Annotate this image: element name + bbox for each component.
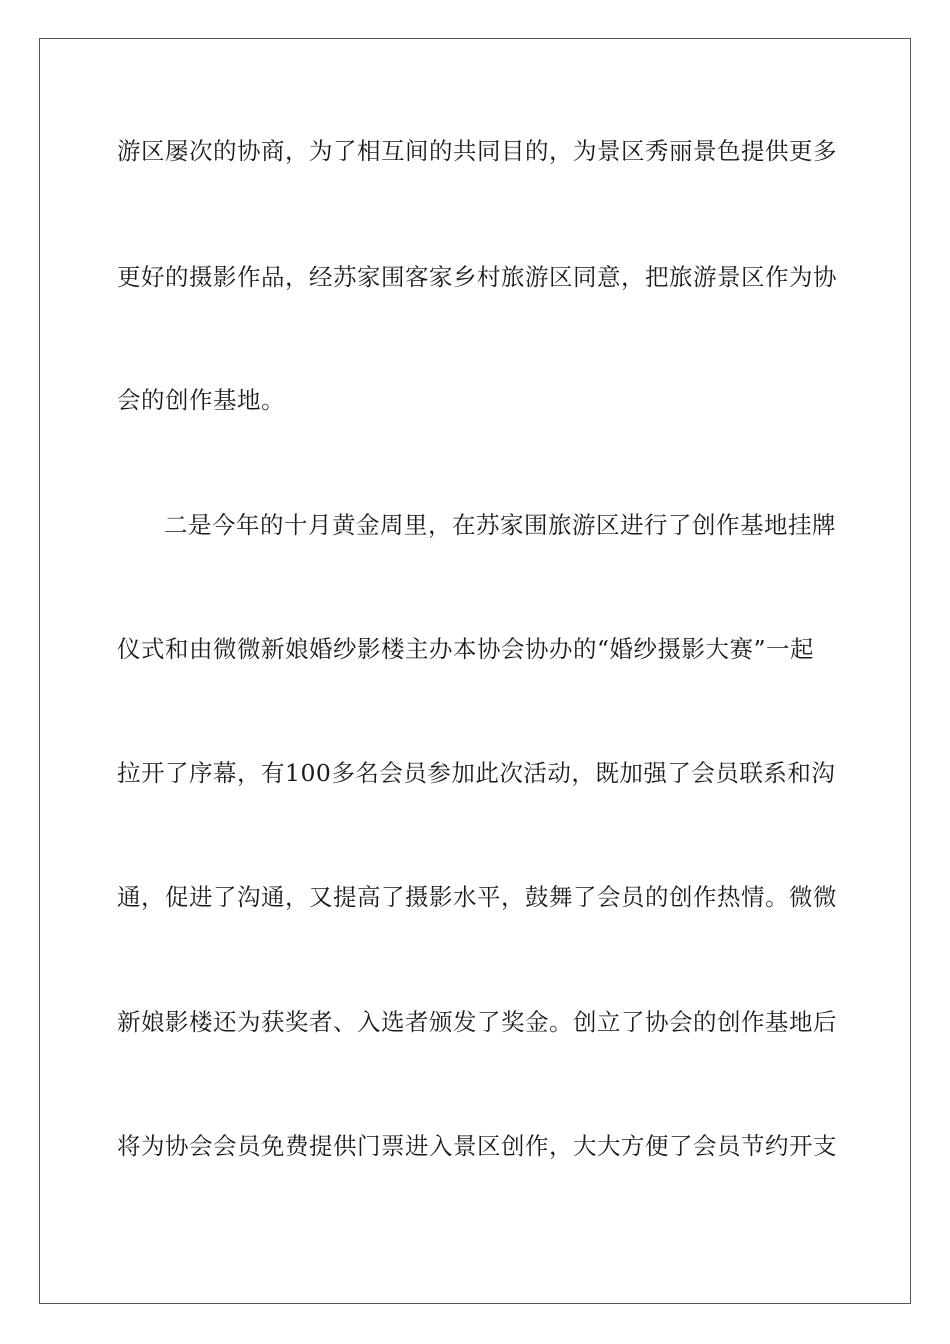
text-line-7: 通，促进了沟通，又提高了摄影水平，鼓舞了会员的创作热情。微微 — [117, 883, 837, 911]
text-line-2: 更好的摄影作品，经苏家围客家乡村旅游区同意，把旅游景区作为协 — [117, 263, 837, 291]
text-line-8: 新娘影楼还为获奖者、入选者颁发了奖金。创立了协会的创作基地后 — [117, 1008, 837, 1036]
text-line-1: 游区屡次的协商，为了相互间的共同目的，为景区秀丽景色提供更多 — [117, 137, 837, 165]
text-line-5: 仪式和由微微新娘婚纱影楼主办本协会协办的“婚纱摄影大赛”一起 — [117, 635, 815, 663]
paragraph-start-line: 二是今年的十月黄金周里，在苏家围旅游区进行了创作基地挂牌 — [164, 511, 836, 539]
text-line-3: 会的创作基地。 — [117, 386, 285, 414]
text-line-6: 拉开了序幕，有100多名会员参加此次活动，既加强了会员联系和沟 — [117, 759, 836, 787]
page-border — [39, 38, 911, 1304]
text-line-9: 将为协会会员免费提供门票进入景区创作，大大方便了会员节约开支 — [117, 1132, 837, 1160]
